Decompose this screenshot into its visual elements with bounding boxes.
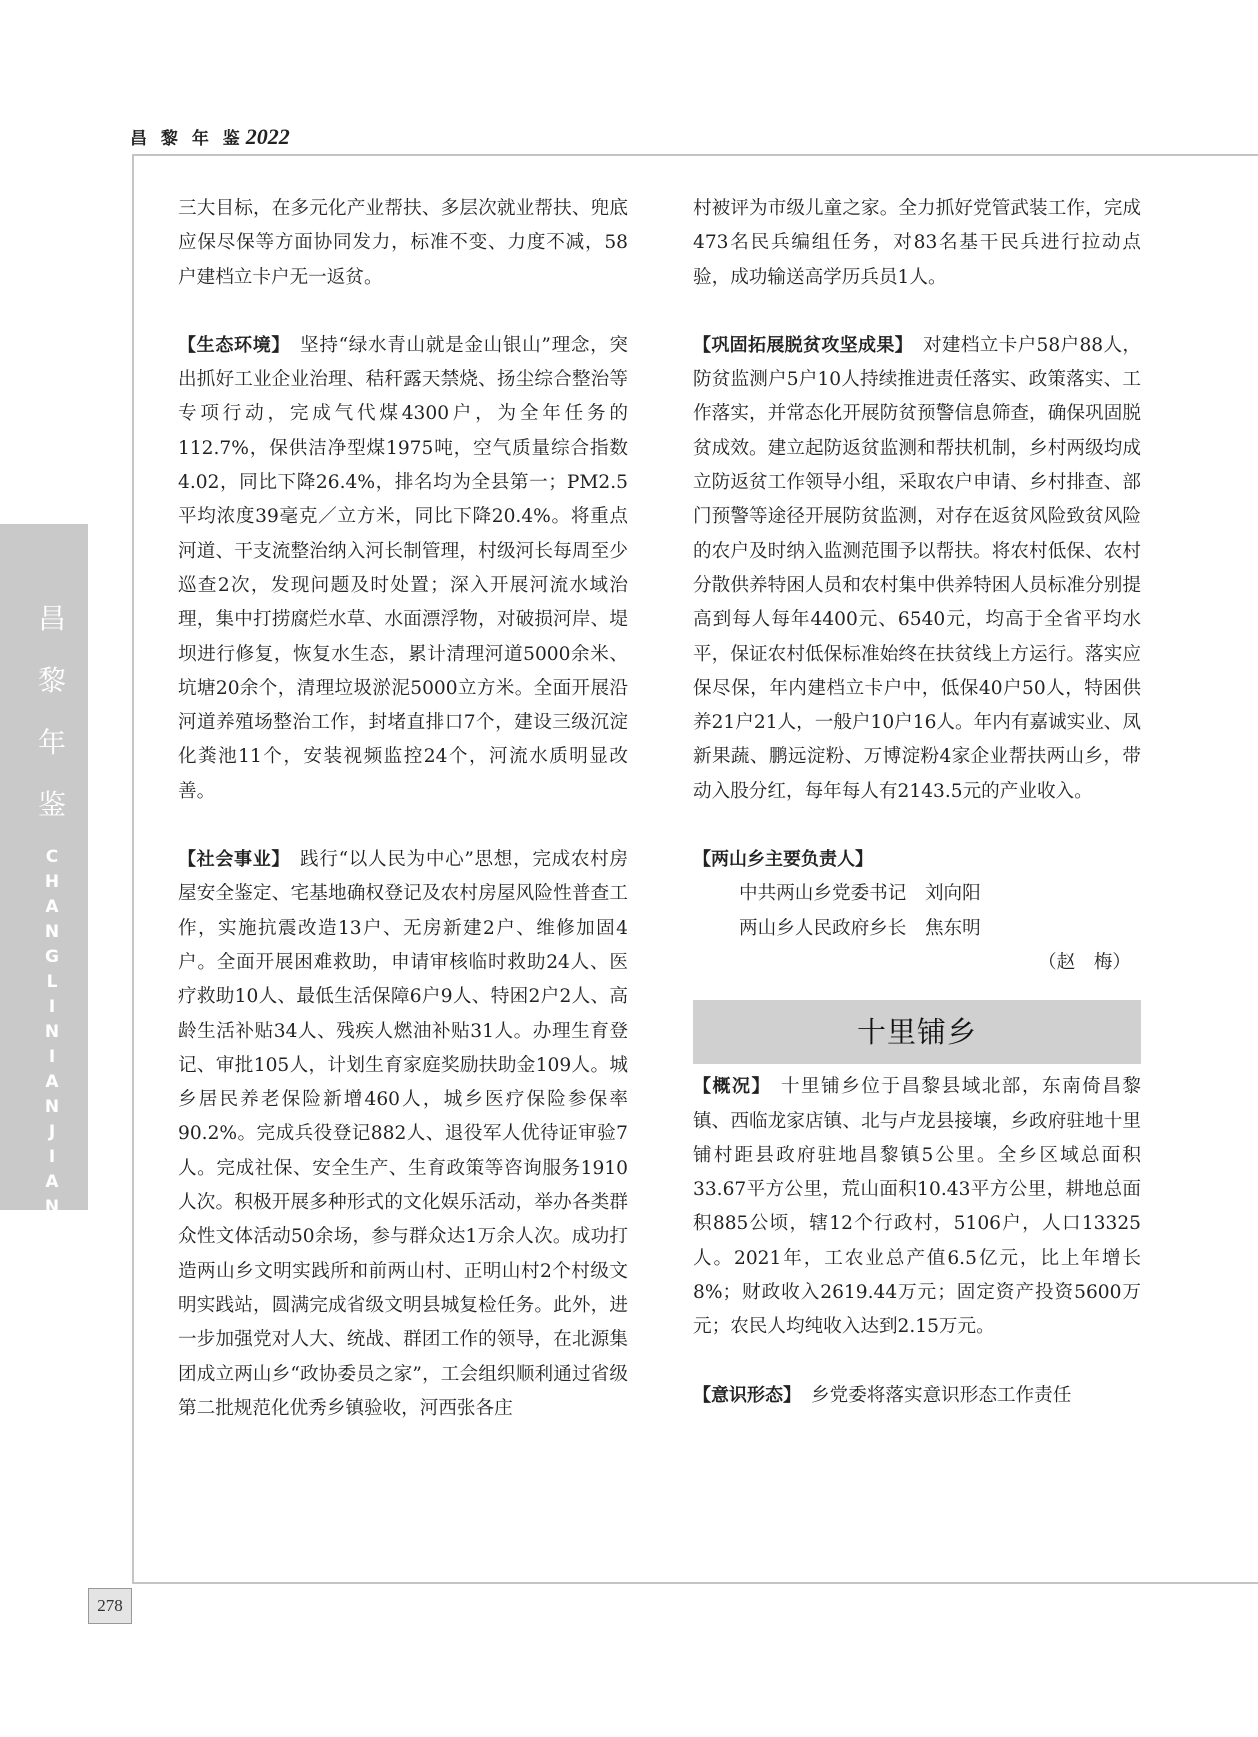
side-tab-letter: N <box>44 1022 60 1042</box>
side-tab-char: 黎 <box>37 664 66 697</box>
social-affairs-heading: 【社会事业】 <box>178 849 291 871</box>
side-tab-letter: A <box>45 1072 59 1092</box>
side-tab-letter: N <box>44 922 60 942</box>
side-tab-letter: G <box>45 947 59 967</box>
book-title: 昌 黎 年 鉴 <box>130 129 244 149</box>
side-tab-char: 昌 <box>37 602 66 635</box>
eco-environment-paragraph <box>178 329 628 809</box>
social-affairs-text: 践行“以人民为中心”思想，完成农村房屋安全鉴定、宅基地确权登记及农村房屋风险性普查工作，实施抗震改造13户、无房新建2户、维修加固4户。全面开展困难救助，申请审核临时救助24人、医疗救助10人、最低生活保障6户9人、特困2户2人、高龄生活补贴34人、残疾人燃油补贴31人。办理生育登记、审批105人，计划生育家庭奖励扶助金109人。城乡居民养老保险新增460人，城乡医疗保险参保率90.2%。完成兵役登记882人、退役军人优待证审验7人。完成社保、安全生产、生育政策等咨询服务1910人次。积极开展多种形式的文化娱乐活动，举办各类群众性文体活动50余场，参与群众达1万余人次。成功打造两山乡文明实践所和前两山村、正明山村2个村级文明实践站，圆满完成省级文明县城复检任务。此外，进一步加强党对人大、统战、群团工作的领导，在北源集团成立两山乡“政协委员之家”，工会组织顺利通过省级第二批规范化优秀乡镇验收，河西张各庄 <box>178 849 629 1419</box>
book-year: 2022 <box>245 124 290 149</box>
author-credit: （赵 梅） <box>1038 951 1131 973</box>
frame-left-rule <box>132 154 134 1584</box>
side-tab-letter: C <box>45 847 59 867</box>
side-tab-letter: A <box>45 897 59 917</box>
side-tab-letter: N <box>44 1097 60 1117</box>
leaders-block <box>693 843 1141 980</box>
side-tab-letter: A <box>45 1172 59 1192</box>
side-tab-char: 年 <box>37 726 66 759</box>
side-tab-pinyin-title <box>37 845 67 1220</box>
running-header <box>130 124 290 154</box>
left-column <box>178 192 628 1426</box>
overview-paragraph <box>693 1070 1141 1344</box>
ideology-paragraph <box>693 1379 1141 1413</box>
intro-paragraph: 三大目标，在多元化产业帮扶、多层次就业帮扶、兜底应保尽保等方面协同发力，标准不变、力度不减，58户建档立卡户无一返贫。 <box>178 198 628 288</box>
side-tab-letter: J <box>48 1122 56 1142</box>
continuation-paragraph: 村被评为市级儿童之家。全力抓好党管武装工作，完成473名民兵编组任务，对83名基干民兵进行拉动点验，成功输送高学历兵员1人。 <box>693 198 1141 288</box>
side-tab-letter: I <box>48 997 56 1017</box>
side-tab-letter: I <box>48 1047 56 1067</box>
side-tab-char: 鉴 <box>37 788 66 821</box>
side-tab-chinese-title <box>36 588 68 836</box>
overview-text: 十里铺乡位于昌黎县域北部，东南倚昌黎镇、西临龙家店镇、北与卢龙县接壤，乡政府驻地十里铺村距县政府驻地昌黎镇5公里。全乡区域总面积33.67平方公里，荒山面积10.43平方公里，耕地总面积885公顷，辖12个行政村，5106户，人口13325人。2021年，工农业总产值6.5亿元，比上年增长8%；财政收入2619.44万元；固定资产投资5600万元；农民人均纯收入达到2.15万元。 <box>693 1076 1141 1338</box>
side-tab-letter: I <box>48 1147 56 1167</box>
leaders-heading: 【两山乡主要负责人】 <box>693 849 873 871</box>
social-affairs-paragraph <box>178 843 628 1426</box>
side-tab-letter: H <box>44 872 60 892</box>
ideology-heading: 【意识形态】 <box>693 1384 801 1406</box>
leader-entry: 中共两山乡党委书记 刘向阳 <box>739 883 981 905</box>
section-title: 十里铺乡 <box>693 1000 1141 1064</box>
overview-heading: 【概况】 <box>693 1076 771 1098</box>
ideology-text: 乡党委将落实意识形态工作责任 <box>811 1384 1072 1406</box>
poverty-text: 对建档立卡户58户88人，防贫监测户5户10人持续推进责任落实、政策落实、工作落实，并常态化开展防贫预警信息筛查，确保巩固脱贫成效。建立起防返贫监测和帮扶机制，乡村两级均成立防返贫工作领导小组，采取农户申请、乡村排查、部门预警等途径开展防贫监测，对存在返贫风险致贫风险的农户及时纳入监测范围予以帮扶。将农村低保、农村分散供养特困人员和农村集中供养特困人员标准分别提高到每人每年4400元、6540元，均高于全省平均水平，保证农村低保标准始终在扶贫线上方运行。落实应保尽保，年内建档立卡户中，低保40户50人，特困供养21户21人，一般户10户16人。年内有嘉诚实业、凤新果蔬、鹏远淀粉、万博淀粉4家企业帮扶两山乡，带动入股分红，每年每人有2143.5元的产业收入。 <box>693 334 1141 802</box>
eco-environment-heading: 【生态环境】 <box>178 334 291 356</box>
eco-environment-text: 坚持“绿水青山就是金山银山”理念，突出抓好工业企业治理、秸秆露天禁烧、扬尘综合整治等专项行动，完成气代煤4300户，为全年任务的112.7%，保供洁净型煤1975吨，空气质量综合指数4.02，同比下降26.4%，排名均为全县第一；PM2.5平均浓度39毫克／立方米，同比下降20.4%。将重点河道、干支流整治纳入河长制管理，村级河长每周至少巡查2次，发现问题及时处置；深入开展河流水域治理，集中打捞腐烂水草、水面漂浮物，对破损河岸、堤坝进行修复，恢复水生态，累计清理河道5000余米、坑塘20余个，清理垃圾淤泥5000立方米。全面开展沿河道养殖场整治工作，封堵直排口7个，建设三级沉淀化粪池11个，安装视频监控24个，河流水质明显改善。 <box>178 334 629 802</box>
right-column <box>693 192 1141 1413</box>
side-tab-letter: N <box>44 1197 60 1217</box>
poverty-paragraph <box>693 329 1141 809</box>
leader-entry: 两山乡人民政府乡长 焦东明 <box>739 917 981 939</box>
frame-top-rule <box>132 154 1258 156</box>
poverty-heading: 【巩固拓展脱贫攻坚成果】 <box>693 334 913 356</box>
side-tab-letter: L <box>46 972 58 992</box>
frame-bottom-rule <box>132 1582 1258 1584</box>
page-number: 278 <box>88 1588 132 1624</box>
